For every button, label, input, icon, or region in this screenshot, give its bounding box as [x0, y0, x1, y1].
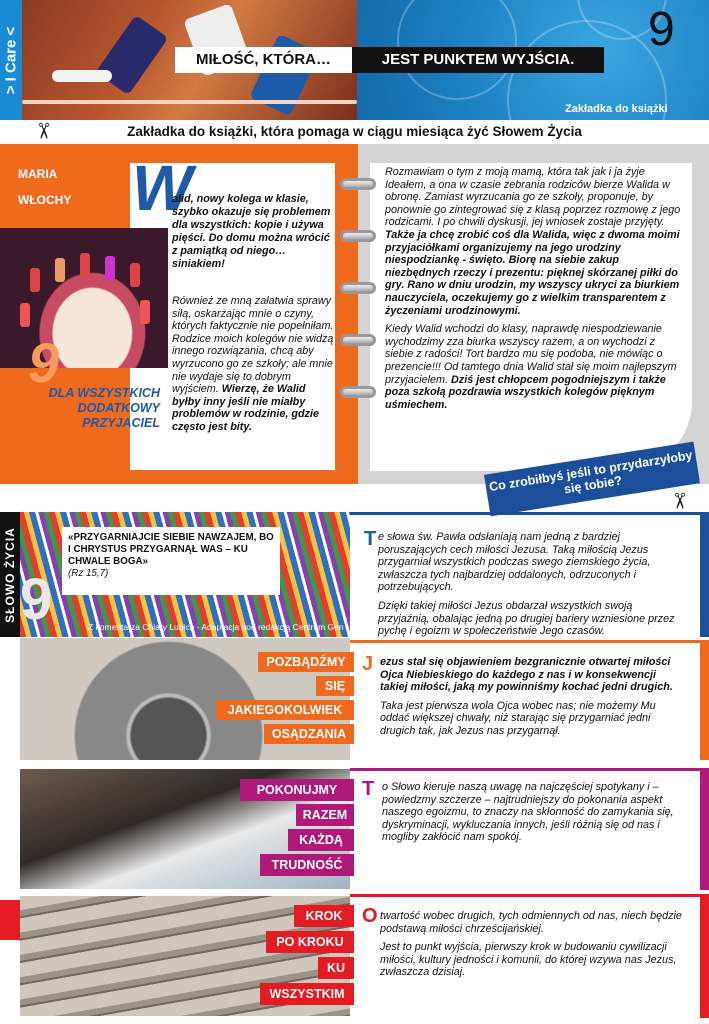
- chip-label: OSĄDZANIA: [264, 724, 354, 744]
- chip-label: TRUDNOŚĆ: [260, 854, 354, 876]
- scripture-quote: «PRZYGARNIAJCIE SIEBIE NAWZAJEM, BO I CHRYSTUS PRZYGARNĄŁ WAS – KU CHWALE BOGA» (Rz 15,7): [62, 527, 280, 595]
- scissors-icon: ✂: [667, 491, 693, 511]
- chip-label: JAKIEGOKOLWIEK: [216, 700, 354, 720]
- side-label-word-of-life: SŁOWO ŻYCIA: [0, 512, 20, 637]
- photo-credit: Z komentarza Chiary Lubich - Adaptacja pod redakcją Centrum Gen: [88, 622, 344, 632]
- red-accent: [0, 900, 20, 940]
- binder-ring-icon: [340, 282, 376, 294]
- question-banner: Co zrobiłbyś jeśli to przydarzyłoby się tobie?: [484, 442, 700, 517]
- binder-ring-icon: [340, 386, 376, 398]
- bookmark-label: Zakładka do książki: [565, 103, 668, 115]
- title-right: JEST PUNKTEM WYJŚCIA.: [352, 47, 604, 73]
- drop-cap: J: [362, 653, 374, 675]
- commentary-paragraph-3: o Słowo kieruje naszą uwagę na najczęściej spotykany i – powiedzmy szczerze – najtrudniejszy do pokonania aspekt naszego egoizmu, to znaczy na skłonność do zamykania się, dyskryminacji, wykluczania innych, jeśli różnią się od nas i mogliby zakłócić nam spokój.: [382, 781, 674, 844]
- story-paragraph-2: Również ze mną załatwia sprawy siłą, oskarżając mnie o czyny, których faktycznie nie popełniłam. Rodzice moich kolegów nie widzą innego rozwiązania, chcą aby wyrzucono go ze szkoły; ale mnie nie wydaje się to dobrym wyjściem. Wierzę, że Walid byłby inny jeśli nie miałby problemów w rodzinie, gdzie często jest bity.: [172, 295, 334, 433]
- title-left: MIŁOŚĆ, KTÓRA…: [175, 47, 352, 73]
- author-name: MARIA: [10, 163, 94, 186]
- scripture-reference: (Rz 15,7): [68, 568, 109, 579]
- binder-ring-icon: [340, 178, 376, 190]
- chip-label: KU: [318, 957, 354, 979]
- chip-label: RAZEM: [296, 804, 354, 826]
- chip-label: WSZYSTKIM: [260, 983, 354, 1005]
- issue-number: 9: [648, 3, 675, 56]
- commentary-paragraph-1: e słowa św. Pawła odsłaniają nam jedną z bardziej poruszających cech miłości Jezusa. Taką miłością Jezus przygarniał wszystkich podczas swego ziemskiego życia, zwłaszcza tych najbardziej oddalonych, odrzuconych i potrzebujących. Dzięki takiej miłości Jezus obdarzał wszystkich swoją przyjaźnią, obalając jedną po drugiej bariery wzniesione przez pychę i egoizm w społeczeństwie Jego czasów.: [378, 531, 675, 638]
- commentary-paragraph-2: ezus stał się objawieniem bezgranicznie otwartej miłości Ojca Niebieskiego do każdego z nas i w konsekwencji takiej miłości, jaką my powinniśmy kochać jedni drugich. Taka jest pierwsza wola Ojca wobec nas; nie możemy Mu oddać większej chwały, niż starając się przygarniać jedni drugich tak, jak Jezus nas przygarnął.: [380, 656, 673, 737]
- chip-label: KAŻDĄ: [288, 829, 354, 851]
- chip-label: POKONUJMY: [240, 779, 354, 801]
- page-subtitle: Zakładka do książki, która pomaga w ciągu miesiąca żyć Słowem Życia: [127, 124, 582, 139]
- section-stripe: [350, 894, 709, 897]
- big-number: 9: [20, 567, 53, 632]
- cake-number: 9: [28, 331, 60, 394]
- drop-cap: W: [132, 152, 193, 224]
- chip-label: PO KROKU: [266, 931, 354, 953]
- section-stripe: [350, 640, 709, 643]
- section-edge-bar: [700, 640, 709, 760]
- for-all-heading: DLA WSZYSTKICH DODATKOWY PRZYJACIEL: [48, 386, 160, 430]
- section-edge-bar: [700, 768, 709, 890]
- scissors-icon: ✂: [31, 121, 57, 141]
- side-label-i-care: > I Care <: [0, 0, 22, 120]
- birthday-cake-photo: [0, 228, 168, 368]
- section-edge-bar: [700, 512, 709, 637]
- commentary-paragraph-4: twartość wobec drugich, tych odmiennych od nas, niech będzie podstawą miłości chrześcijańskiej. Jest to punkt wyjścia, pierwszy krok w budowaniu cywilizacji miłości, kultury jedności i komunii, do której wzywa nas Jezus, zwłaszcza dzisiaj.: [380, 910, 682, 979]
- story-paragraph-3: Rozmawiam o tym z moją mamą, która tak jak i ja żyje Ideałem, a ona w czasie zebrania rodziców bierze Walida w obronę. Zamiast wyrzucania go ze szkoły, proponuje, by ponownie go zintegrować się z klasą poprzez rozmowę z jego rodzicami. I po chwili dyskusji, jej wniosek zostaje przyjęty. Także ja chcę zrobić coś dla Walida, więc z dwoma moimi przyjaciółkami organizujemy na jego urodziny niespodziankę - święto. Biorę na siebie zakup niezbędnych rzeczy i prezentu: pięknej skórzanej piłki do gry. Rano w dniu urodzin, my wszyscy ukryci za biurkiem nauczyciela, oczekujemy go z wielkim transparentem z życzeniami urodzinowymi. Kiedy Walid wchodzi do klasy, naprawdę niespodziewanie wychodzimy zza biurka wszyscy razem, a on wychodzi z siebie z radości! Tort bardzo mu się podoba, nie mówiąc o prezencie!!! Od tamtego dnia Walid stał się moim najlepszym przyjacielem. Dziś jest chłopcem pogodniejszym i także poza szkołą pozdrawia wszystkich kolegów pięknym uśmiechem.: [385, 166, 681, 411]
- drop-cap: T: [362, 778, 375, 800]
- drop-cap: T: [364, 528, 377, 550]
- section-stripe: [350, 768, 709, 771]
- drop-cap: O: [362, 905, 378, 927]
- binder-ring-icon: [340, 230, 376, 242]
- section-stripe: [350, 512, 709, 515]
- author-country: WŁOCHY: [10, 189, 94, 212]
- story-paragraph-1: alid, nowy kolega w klasie, szybko okazuje się problemem dla wszystkich: kopie i używa pięści. Do domu można wrócić z pamiątką od niego… siniakiem!: [172, 193, 331, 270]
- chip-label: KROK: [294, 905, 354, 927]
- section-edge-bar: [700, 894, 709, 1018]
- binder-ring-icon: [340, 334, 376, 346]
- chip-label: SIĘ: [316, 676, 354, 696]
- chip-label: POZBĄDŹMY: [258, 652, 354, 672]
